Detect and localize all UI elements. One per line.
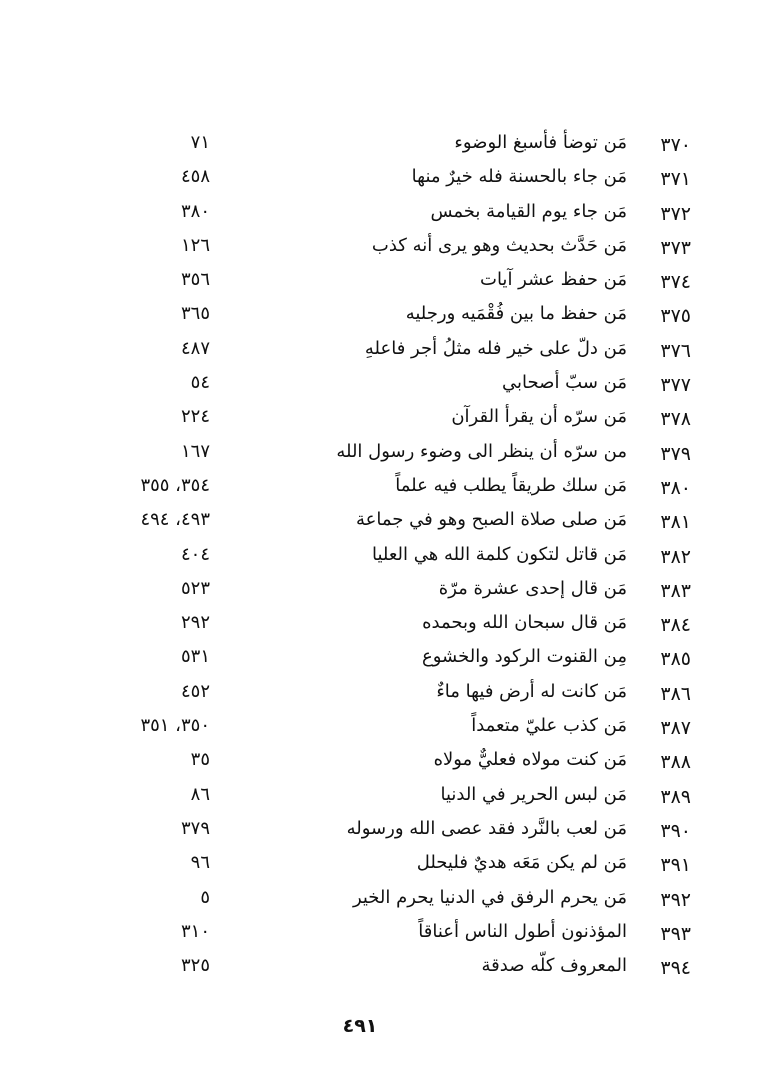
entry-page-reference: ٥	[200, 886, 210, 908]
index-entry	[0, 572, 757, 606]
entry-text: مَن سلك طريقاً يطلب فيه علماً	[395, 474, 627, 496]
entry-number: ٣٩٤	[660, 957, 691, 980]
index-entry	[0, 846, 757, 880]
index-entry	[0, 812, 757, 846]
index-entry	[0, 675, 757, 709]
entry-number: ٣٧٥	[660, 305, 691, 328]
index-entry	[0, 778, 757, 812]
entry-page-reference: ٣٢٥	[180, 955, 210, 977]
index-entry	[0, 435, 757, 469]
index-entry	[0, 949, 757, 983]
page-number: ٤٩١	[342, 1015, 378, 1037]
index-entry	[0, 400, 757, 434]
entry-number: ٣٧٣	[660, 236, 691, 259]
hadith-index-list	[0, 126, 757, 983]
entry-page-reference: ٣٧٩	[180, 817, 210, 839]
entry-text: من سرّه أن ينظر الى وضوء رسول الله	[336, 440, 627, 462]
index-entry	[0, 160, 757, 194]
entry-number: ٣٩١	[660, 854, 691, 877]
entry-number: ٣٧٩	[660, 442, 691, 465]
entry-number: ٣٧٧	[660, 374, 691, 397]
entry-text: مَن سرّه أن يقرأ القرآن	[451, 406, 627, 428]
entry-number: ٣٨٥	[660, 648, 691, 671]
entry-text: مَن جاء بالحسنة فله خيرٌ منها	[411, 166, 627, 188]
entry-number: ٣٧٦	[660, 339, 691, 362]
entry-number: ٣٨٣	[660, 579, 691, 602]
entry-page-reference: ٤٨٧	[180, 337, 210, 359]
entry-text: مَن يحرم الرفق في الدنيا يحرم الخير	[352, 886, 627, 908]
entry-page-reference: ١٢٦	[180, 234, 210, 256]
entry-text: مَن كنت مولاه فعليٌّ مولاه	[433, 749, 627, 771]
entry-number: ٣٧٤	[660, 271, 691, 294]
entry-page-reference: ٤٥٨	[180, 166, 210, 188]
index-entry	[0, 881, 757, 915]
entry-page-reference: ٣٥٤، ٣٥٥	[140, 474, 210, 496]
entry-text: مَن لم يكن مَعَه هديٌ فليحلل	[416, 852, 627, 874]
entry-number: ٣٩٣	[660, 922, 691, 945]
entry-page-reference: ١٦٧	[180, 440, 210, 462]
entry-page-reference: ٨٦	[190, 783, 210, 805]
entry-page-reference: ٣٦٥	[180, 303, 210, 325]
entry-text: مَن قال سبحان الله وبحمده	[422, 612, 627, 634]
entry-text: مَن قاتل لتكون كلمة الله هي العليا	[372, 543, 627, 565]
entry-text: مَن حَدَّث بحديث وهو يرى أنه كذب	[371, 234, 627, 256]
entry-text: مَن لبس الحرير في الدنيا	[440, 783, 627, 805]
entry-page-reference: ٢٩٢	[180, 612, 210, 634]
entry-page-reference: ٣٥	[190, 749, 210, 771]
index-entry	[0, 469, 757, 503]
entry-number: ٣٧٠	[660, 134, 691, 156]
entry-page-reference: ٣٥٠، ٣٥١	[140, 715, 210, 737]
entry-page-reference: ٣٥٦	[180, 269, 210, 291]
entry-number: ٣٨٩	[660, 785, 691, 808]
index-entry	[0, 538, 757, 572]
index-entry	[0, 640, 757, 674]
entry-number: ٣٧١	[660, 168, 691, 191]
entry-text: مَن حفظ عشر آيات	[480, 269, 627, 291]
entry-number: ٣٨٧	[660, 717, 691, 740]
entry-page-reference: ٥٤	[190, 372, 210, 394]
entry-page-reference: ٤٠٤	[180, 543, 210, 565]
entry-text: المؤذنون أطول الناس أعناقاً	[418, 920, 627, 942]
entry-text: مَن دلّ على خير فله مثلُ أجر فاعلهِ	[364, 337, 627, 359]
index-entry	[0, 503, 757, 537]
index-entry	[0, 332, 757, 366]
entry-number: ٣٨٦	[660, 682, 691, 705]
entry-number: ٣٧٨	[660, 408, 691, 431]
entry-page-reference: ٣١٠	[180, 920, 210, 942]
entry-text: مَن سبّ أصحابي	[502, 372, 627, 394]
entry-page-reference: ٩٦	[190, 852, 210, 874]
index-entry	[0, 297, 757, 331]
entry-number: ٣٨٨	[660, 751, 691, 774]
index-entry	[0, 606, 757, 640]
entry-text: مَن صلى صلاة الصبح وهو في جماعة	[355, 509, 627, 531]
index-entry	[0, 195, 757, 229]
entry-page-reference: ٤٩٣، ٤٩٤	[140, 509, 210, 531]
entry-page-reference: ٢٢٤	[180, 406, 210, 428]
entry-number: ٣٨١	[660, 511, 691, 534]
index-entry	[0, 126, 757, 160]
entry-number: ٣٨٢	[660, 545, 691, 568]
entry-number: ٣٩٢	[660, 888, 691, 911]
entry-text: المعروف كلّه صدقة	[481, 955, 627, 977]
index-entry	[0, 915, 757, 949]
entry-number: ٣٨٠	[660, 476, 691, 499]
entry-text: مَن كانت له أرض فيها ماءٌ	[436, 680, 627, 702]
entry-page-reference: ٥٢٣	[180, 577, 210, 599]
index-entry	[0, 263, 757, 297]
entry-number: ٣٧٢	[660, 202, 691, 225]
entry-page-reference: ٥٣١	[180, 646, 210, 668]
entry-page-reference: ٣٨٠	[180, 200, 210, 222]
entry-text: مَن توضأ فأسبغ الوضوء	[454, 132, 627, 153]
entry-text: مِن القنوت الركود والخشوع	[422, 646, 627, 668]
entry-page-reference: ٧١	[190, 132, 210, 153]
entry-text: مَن كذب عليّ متعمداً	[471, 715, 627, 737]
entry-text: مَن حفظ ما بين فُقْمَيه ورجليه	[405, 303, 627, 325]
entry-text: مَن لعب بالنَّرد فقد عصى الله ورسوله	[346, 817, 627, 839]
entry-page-reference: ٤٥٢	[180, 680, 210, 702]
entry-number: ٣٨٤	[660, 614, 691, 637]
index-entry	[0, 366, 757, 400]
index-entry	[0, 229, 757, 263]
entry-number: ٣٩٠	[660, 819, 691, 842]
entry-text: مَن قال إحدى عشرة مرّة	[438, 577, 627, 599]
index-entry	[0, 743, 757, 777]
entry-text: مَن جاء يوم القيامة بخمس	[430, 200, 627, 222]
index-entry	[0, 709, 757, 743]
